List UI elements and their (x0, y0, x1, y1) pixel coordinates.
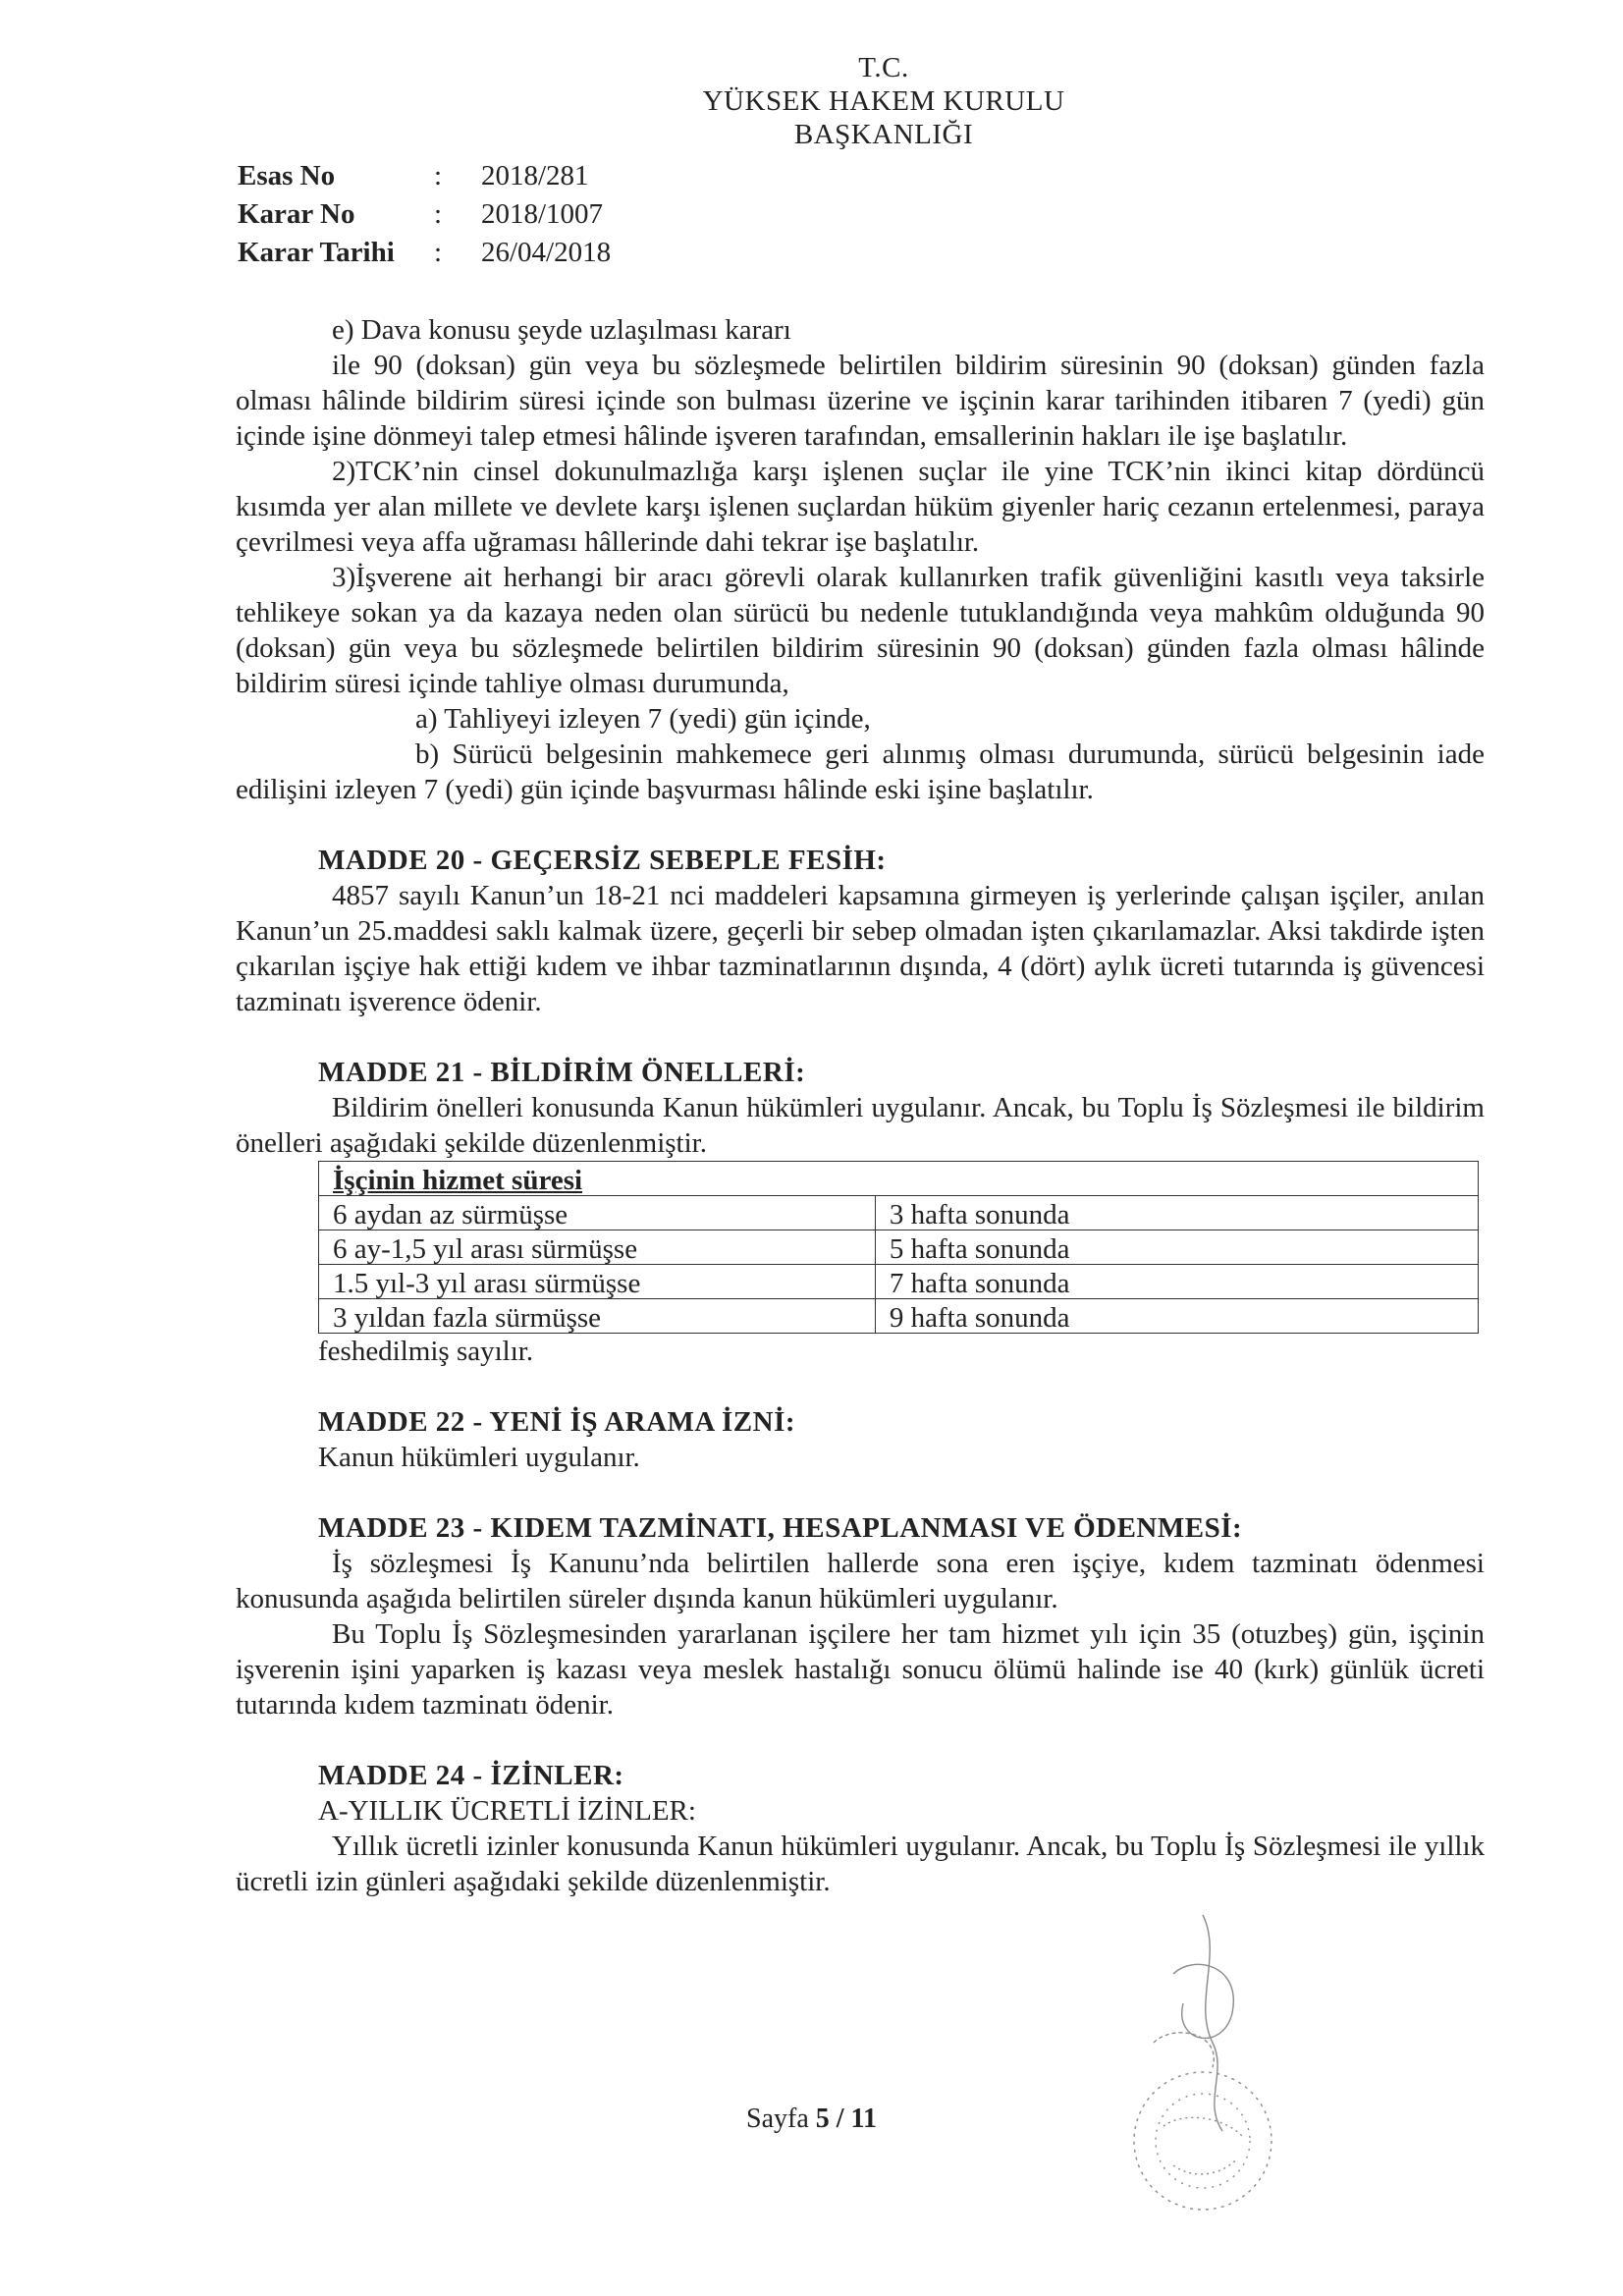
table-cell: 3 yıldan fazla sürmüşse (319, 1299, 876, 1334)
paragraph: İş sözleşmesi İş Kanunu’nda belirtilen hallerde sona eren işçiye, kıdem tazminatı ödenmesi konusunda aşağıda belirtilen süreler dışında kanun hükümleri uygulanır. (236, 1548, 1485, 1614)
header-line-presidency: BAŞKANLIĞI (793, 119, 974, 150)
meta-label: Esas No (238, 160, 336, 191)
meta-row-karar: Karar No : 2018/1007 (238, 195, 611, 234)
sub-item-b: b) Sürücü belgesinin mahkemece geri alınmış olması durumunda, sürücü belgesinin iade edilişini izleyen 7 (yedi) gün içinde başvurması hâlinde eski işine başlatılır. (236, 738, 1485, 805)
meta-value: 26/04/2018 (481, 237, 612, 268)
section-subtitle: A-YILLIK ÜCRETLİ İZİNLER: (318, 1795, 696, 1827)
table-row (319, 1265, 1479, 1299)
notice-period-table (318, 1161, 1479, 1334)
paragraph: 3)İşverene ait herhangi bir aracı görevli olarak kullanırken trafik güvenliğini kasıtlı veya taksirle tehlikeye sokan ya da kazaya neden olan sürücü bu nedenle tutuklandığında veya mahkûm olduğunda 90 (doksan) gün veya bu sözleşmede belirtilen bildirim süresinin 90 (doksan) günden fazla olması hâlinde bildirim süresi içinde tahliye olması durumunda, (236, 562, 1485, 699)
signature-stamp-icon (1055, 1895, 1350, 2278)
table-row (319, 1299, 1479, 1334)
institution-header (668, 51, 1100, 151)
paragraph: 2)TCK’nin cinsel dokunulmazlığa karşı işlenen suçlar ile yine TCK’nin ikinci kitap dördüncü kısımda yer alan millete ve devlete karşı işlenen suçlardan hüküm giyenler hariç cezanın ertelenmesi, paraya çevrilmesi veya affa uğraması hâllerinde dahi tekrar işe başlatılır. (236, 456, 1485, 558)
paragraph: Bu Toplu İş Sözleşmesinden yararlanan işçilere her tam hizmet yılı için 35 (otuzbeş) gün, işçinin işverenin işini yaparken iş kazası veya meslek hastalığı sonucu ölümü halinde ise 40 (kırk) günlük ücreti tutarında kıdem tazminatı ödenir. (236, 1618, 1485, 1721)
article-heading: MADDE 21 - BİLDİRİM ÖNELLERİ: (318, 1057, 806, 1088)
article-heading: MADDE 24 - İZİNLER: (318, 1760, 624, 1791)
table-row (319, 1196, 1479, 1230)
case-meta (238, 157, 611, 272)
table-cell: 6 ay-1,5 yıl arası sürmüşse (319, 1230, 876, 1265)
sub-item-a: a) Tahliyeyi izleyen 7 (yedi) gün içinde, (415, 703, 871, 735)
meta-label: Karar No (238, 198, 355, 230)
meta-row-tarih: Karar Tarihi : 26/04/2018 (238, 234, 611, 272)
page-number: 5 / 11 (815, 2104, 877, 2134)
table-cell: 9 hafta sonunda (875, 1299, 1478, 1334)
table-note: feshedilmiş sayılır. (318, 1336, 534, 1367)
paragraph: Bildirim önelleri konusunda Kanun hükümleri uygulanır. Ancak, bu Toplu İş Sözleşmesi ile bildirim önelleri aşağıdaki şekilde düzenlenmiştir. (236, 1092, 1485, 1159)
header-line-tc: T.C. (858, 52, 909, 83)
page-label: Sayfa (746, 2104, 809, 2134)
table-cell: 7 hafta sonunda (875, 1265, 1478, 1299)
meta-value: 2018/281 (481, 160, 589, 191)
table-row (319, 1230, 1479, 1265)
meta-row-esas: Esas No : 2018/281 (238, 157, 611, 195)
table-header-row (319, 1162, 1479, 1196)
paragraph: 4857 sayılı Kanun’un 18-21 nci maddeleri kapsamına girmeyen iş yerlerinde çalışan işçiler, anılan Kanun’un 25.maddesi saklı kalmak üzere, geçerli bir sebep olmadan işten çıkarılamazlar. Aksi takdirde işten çıkarılan işçiye hak ettiği kıdem ve ihbar tazminatlarının dışında, 4 (dört) aylık ücreti tutarında iş güvencesi tazminatı işverence ödenir. (236, 880, 1485, 1017)
table-cell: 5 hafta sonunda (875, 1230, 1478, 1265)
meta-label: Karar Tarihi (238, 237, 395, 268)
table-header: İşçinin hizmet süresi (333, 1165, 583, 1196)
table-cell: 1.5 yıl-3 yıl arası sürmüşse (319, 1265, 876, 1299)
table-cell: 3 hafta sonunda (875, 1196, 1478, 1230)
article-heading: MADDE 22 - YENİ İŞ ARAMA İZNİ: (318, 1406, 796, 1438)
item-e: e) Dava konusu şeyde uzlaşılması kararı (332, 314, 791, 346)
article-heading: MADDE 23 - KIDEM TAZMİNATI, HESAPLANMASI VE ÖDENMESİ: (318, 1512, 1243, 1544)
table-cell: 6 aydan az sürmüşse (319, 1196, 876, 1230)
header-line-institution: YÜKSEK HAKEM KURULU (702, 85, 1065, 117)
document-body (236, 312, 1485, 1899)
paragraph: Kanun hükümleri uygulanır. (318, 1442, 640, 1473)
article-heading: MADDE 20 - GEÇERSİZ SEBEPLE FESİH: (318, 845, 887, 876)
paragraph: Yıllık ücretli izinler konusunda Kanun hükümleri uygulanır. Ancak, bu Toplu İş Sözleşmesi ile yıllık ücretli izin günleri aşağıdaki şekilde düzenlenmiştir. (236, 1831, 1485, 1897)
page-footer (0, 2104, 1623, 2135)
meta-value: 2018/1007 (481, 198, 604, 230)
paragraph: ile 90 (doksan) gün veya bu sözleşmede belirtilen bildirim süresinin 90 (doksan) günden fazla olması hâlinde bildirim süresi içinde son bulması üzerine ve işçinin karar tarihinden itibaren 7 (yedi) gün içinde işine dönmeyi talep etmesi hâlinde işveren tarafından, emsallerinin hakları ile işe başlatılır. (236, 350, 1485, 452)
